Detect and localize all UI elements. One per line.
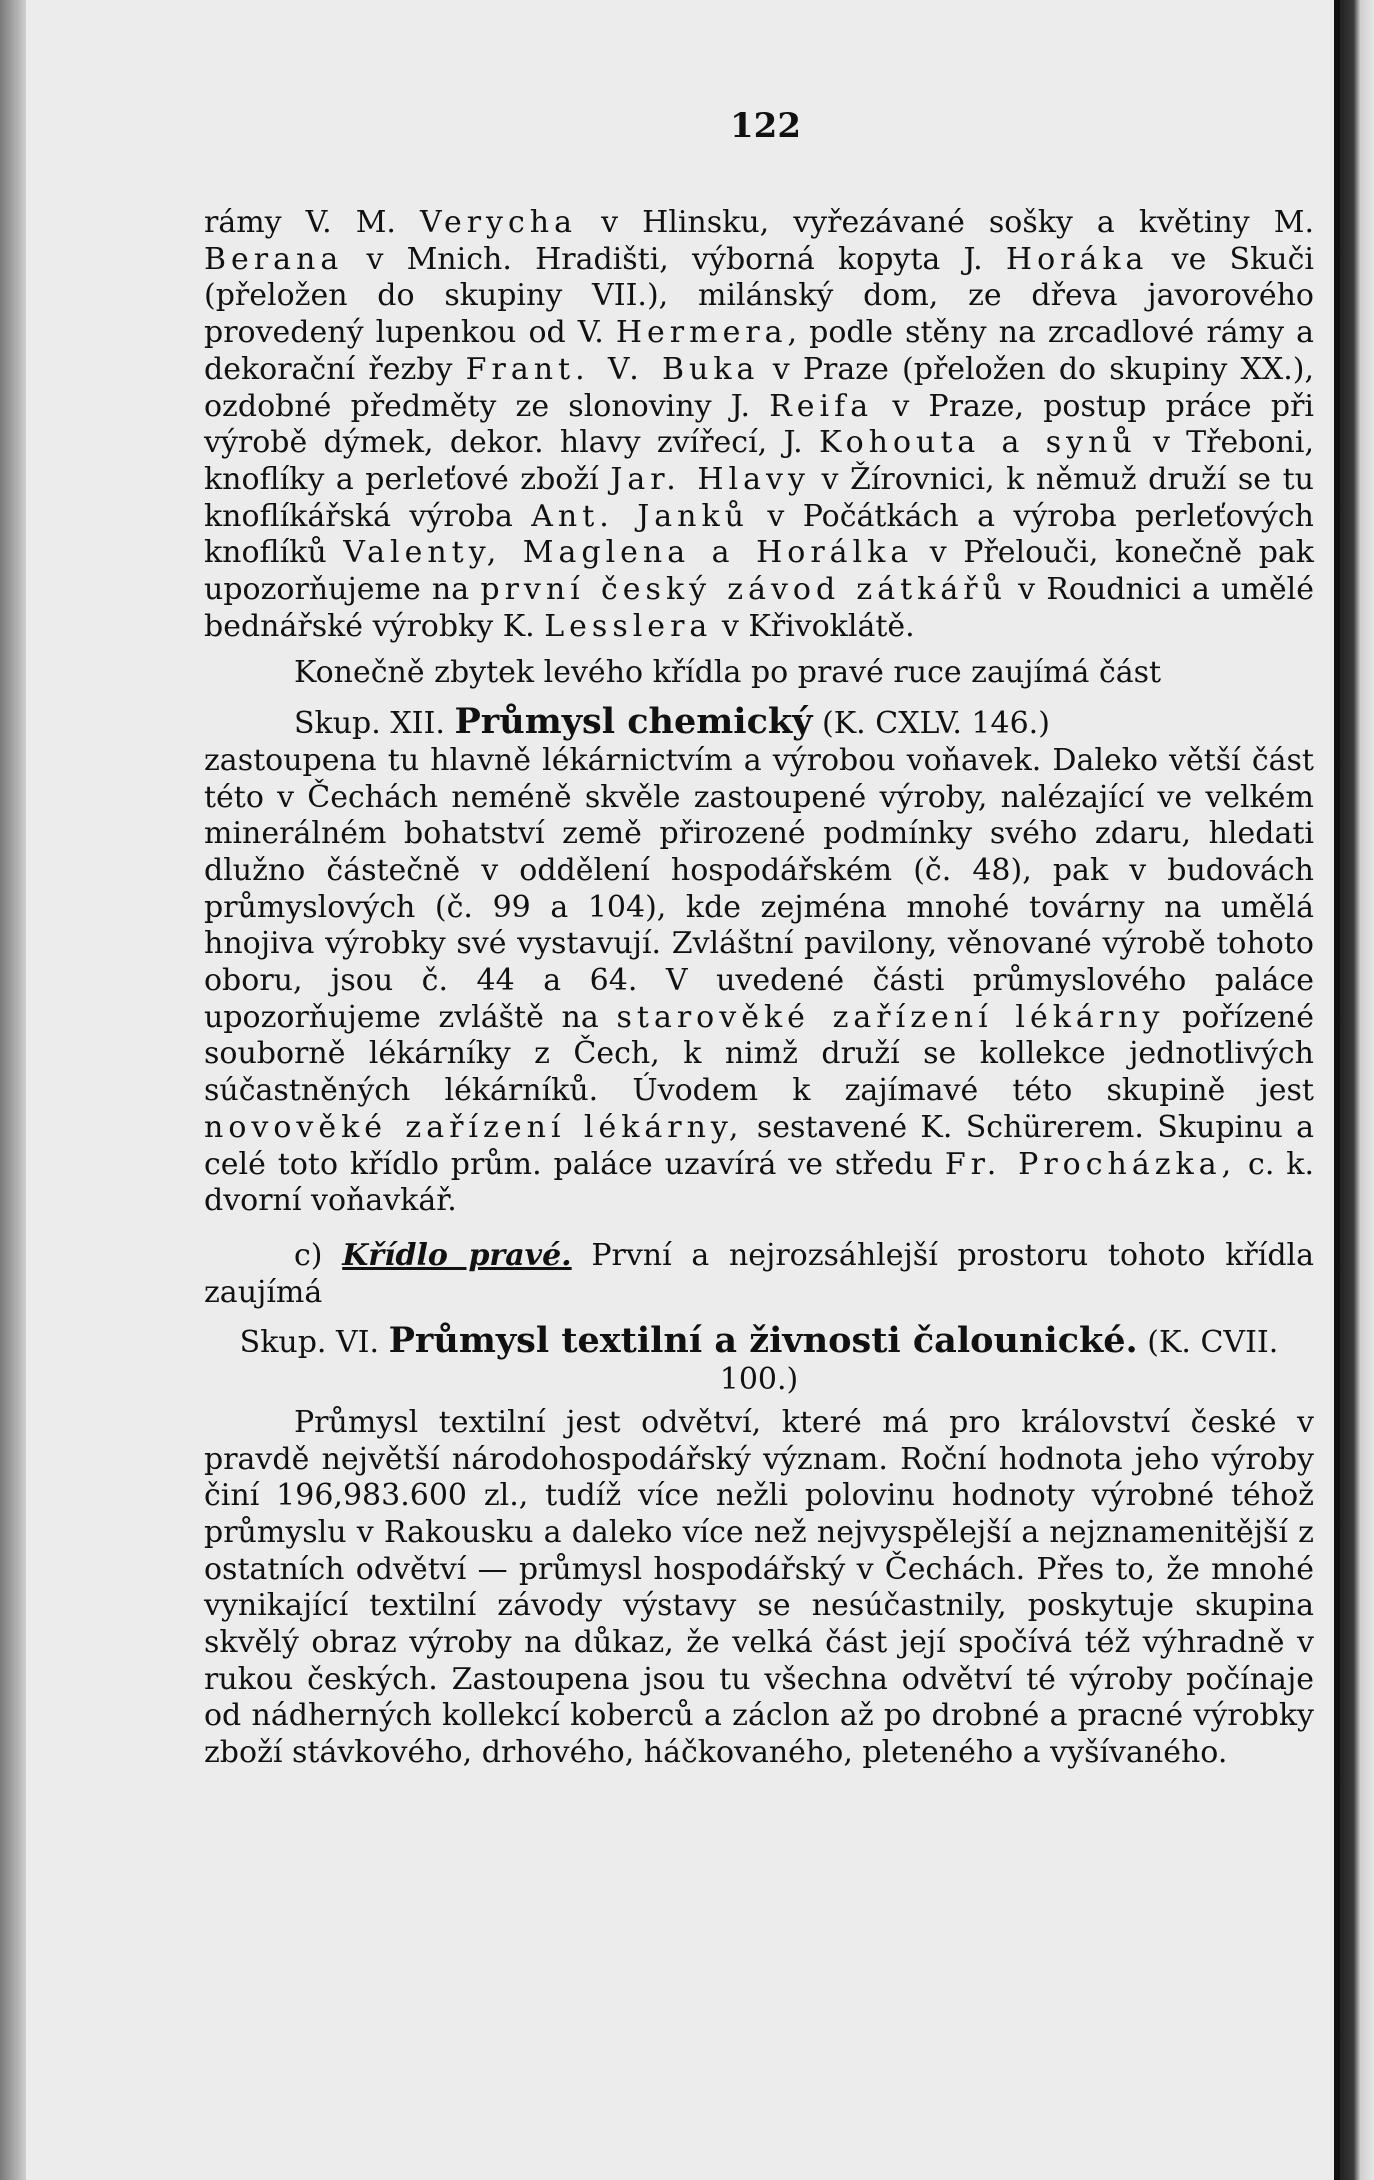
group-title: Průmysl textilní a živnosti čalounické. xyxy=(388,1320,1138,1362)
spaced-name: Reifa xyxy=(769,388,874,424)
spaced-name: Hermera xyxy=(615,315,788,351)
spaced-name: Ant. Janků xyxy=(531,498,749,534)
paragraph-konecne: Konečně zbytek levého křídla po pravé ruce zaujímá část xyxy=(294,655,1162,691)
group-xii-body: zastoupena tu hlavně lékárnictvím a výrobou voňavek. Daleko větší část této v Čechách neméně skvěle zastoupené výroby, nalézající ve velkém minerálném bohatství země přirozené podmínky svého zdaru, hledati dlužno částečně v oddělení hospodářském (č. 48), pak v budovách průmyslových (č. 99 a 104), kde zejména mnohé továrny na umělá hnojiva výrobky své vystavují. Zvláštní pavilony, věnované výrobě tohoto oboru, jsou č. 44 a 64. V uvedené části průmyslového paláce upozorňujeme zvláště na starověké zařízení lékárny pořízené souborně lékárníky z Čech, k nimž druží se kollekce jednotlivých súčastněných lékárníků. Úvodem k zajímavé této skupině jest novověké zařízení lékárny, sestavené K. Schürerem. Skupinu a celé toto křídlo prům. paláce uzavírá ve středu Fr. Procházka, c. k. dvorní voňavkář. xyxy=(204,742,1315,1219)
continuation-paragraph: rámy V. M. Verycha v Hlinsku, vyřezávané sošky a květiny M. Berana v Mnich. Hradišti, výborná kopyta J. Horáka ve Skuči (přeložen do skupiny VII.), milánský dom, ze dřeva javorového provedený lupenkou od V. Hermera, podle stěny na zrcadlové rámy a dekorační řezby Frant. V. Buka v Praze (přeložen do skupiny XX.), ozdobné předměty ze slonoviny J. Reifa v Praze, postup práce při výrobě dýmek, dekor. hlavy zvířecí, J. Kohouta a synů v Třeboni, knoflíky a perleťové zboží Jar. Hlavy v Žírovnici, k němuž druží se tu knoflíkářská výroba Ant. Janků v Počátkách a výroba perleťových knoflíků Valenty, Maglena a Horálka v Přelouči, konečně pak upozorňujeme na první český závod zátkářů v Roudnici a umělé bednářské výrobky K. Lesslera v Křivoklátě. xyxy=(204,205,1315,644)
group-ref: (K. CVII. 100.) xyxy=(719,1325,1279,1398)
section-label: c) xyxy=(294,1237,323,1273)
spacer xyxy=(204,645,1314,655)
group-xii-heading xyxy=(204,701,1314,743)
group-label: Skup. XII. xyxy=(294,706,445,742)
spaced-name: Horáka xyxy=(1005,241,1149,277)
spaced-name: Lesslera xyxy=(544,608,713,644)
spaced-name: novověké zařízení lékárny, xyxy=(204,1109,744,1145)
spaced-name: první český závod zátkářů xyxy=(480,572,1007,608)
page-text xyxy=(204,205,1314,1772)
spaced-name: Verycha xyxy=(420,205,577,240)
group-title: Průmysl chemický xyxy=(454,701,813,743)
group-vi-heading xyxy=(204,1320,1314,1398)
spaced-name: Valenty, Maglena a Horálka xyxy=(343,535,914,571)
section-title: Křídlo pravé. xyxy=(342,1237,572,1273)
group-label: Skup. VI. xyxy=(239,1325,380,1361)
spaced-name: Jar. Hlavy xyxy=(610,461,810,497)
section-c-paragraph: c) Křídlo pravé. První a nejrozsáhlejší prostoru tohoto křídla zaujímá xyxy=(204,1237,1315,1310)
spaced-name: Frant. V. Buka xyxy=(465,351,760,387)
adjacent-page-edge xyxy=(1340,0,1374,2180)
page-number: 122 xyxy=(730,106,801,146)
group-ref: (K. CXLV. 146.) xyxy=(822,706,1050,742)
page-left-edge xyxy=(0,0,26,2180)
group-vi-body: Průmysl textilní jest odvětví, které má pro království české v pravdě největší národohospodářský význam. Roční hodnota jeho výroby činí 196,983.600 zl., tudíž více nežli polovinu hodnoty výrobné téhož průmyslu v Rakousku a daleko více než nejvyspělejší a nejznamenitější z ostatních odvětví — průmysl hospodářský v Čechách. Přes to, že mnohé vynikající textilní závody výstavy se nesúčastnily, poskytuje skupina skvělý obraz výroby na důkaz, že velká část její spočívá též výhradně v rukou českých. Zastoupena jsou tu všechna odvětví té výroby počínaje od nádherných kollekcí koberců a záclon až po drobné a pracné výrobky zboží stávkového, drhového, háčkovaného, pleteného a vyšívaného. xyxy=(204,1404,1314,1771)
spaced-name: Berana xyxy=(204,241,344,277)
spaced-name: starověké zařízení lékárny xyxy=(616,999,1165,1035)
spaced-name: Kohouta a synů xyxy=(818,425,1137,461)
spaced-name: Fr. Procházka, xyxy=(944,1146,1237,1182)
